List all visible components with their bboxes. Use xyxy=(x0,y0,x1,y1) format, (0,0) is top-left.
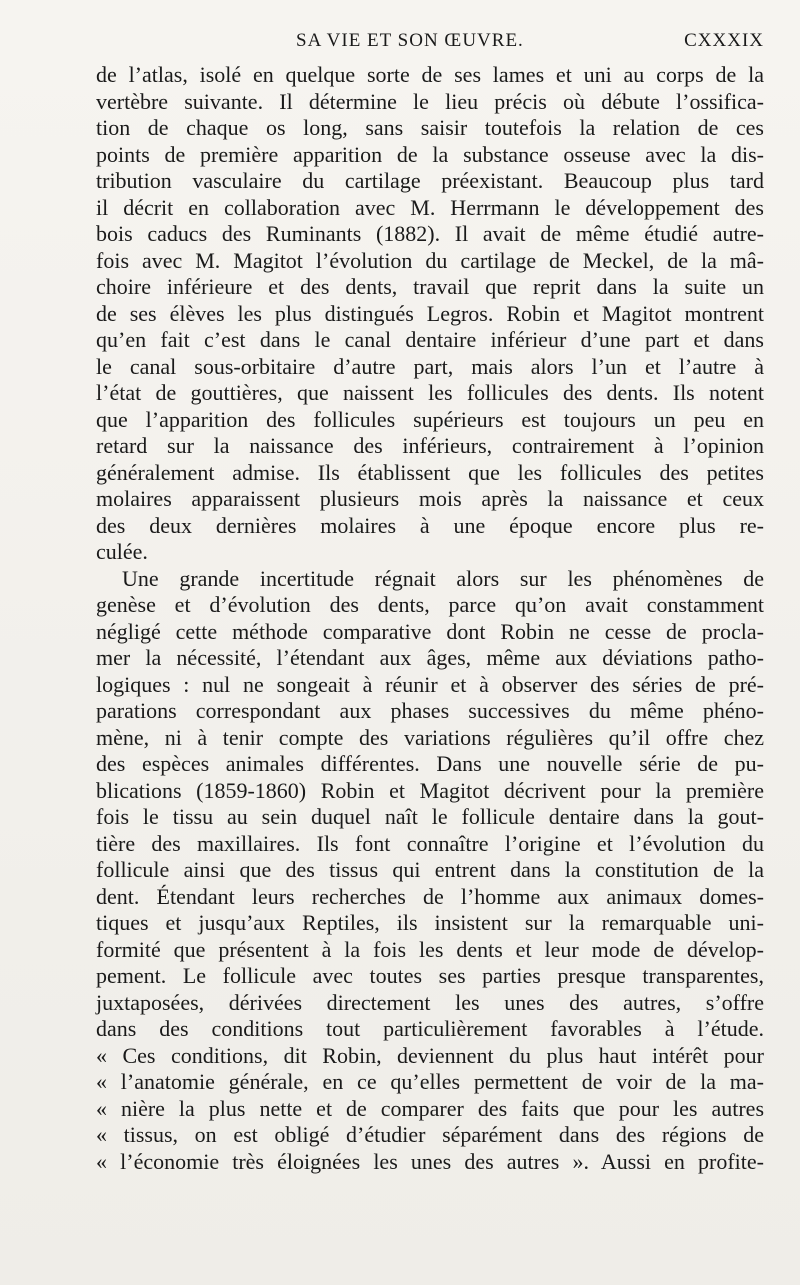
text-line: des espèces animales différentes. Dans une nouvelle série de pu- xyxy=(96,751,764,776)
quote-line: « l’anatomie générale, en ce qu’elles permettent de voir de la ma- xyxy=(96,1069,764,1094)
text-line: choire inférieure et des dents, travail que reprit dans la suite un xyxy=(96,274,764,299)
text-line: genèse et d’évolution des dents, parce qu’on avait constamment xyxy=(96,592,764,617)
text-line: blications (1859-1860) Robin et Magitot décrivent pour la première xyxy=(96,777,764,803)
quote-line: « Ces conditions, dit Robin, deviennent du plus haut intérêt pour xyxy=(96,1042,764,1068)
text-line: que l’apparition des follicules supérieurs est toujours un peu en xyxy=(96,406,764,432)
text-line: qu’en fait c’est dans le canal dentaire inférieur d’une part et dans xyxy=(96,327,764,352)
text-line: tribution vasculaire du cartilage préexistant. Beaucoup plus tard xyxy=(96,168,764,193)
text-line: généralement admise. Ils établissent que les follicules des petites xyxy=(96,459,764,485)
text-line: bois caducs des Ruminants (1882). Il avait de même étudié autre- xyxy=(96,221,764,246)
paragraph-start-line: Une grande incertitude régnait alors sur les phénomènes de xyxy=(122,565,764,591)
text-line: dans des conditions tout particulièrement favorables à l’étude. xyxy=(96,1016,764,1041)
text-line: pement. Le follicule avec toutes ses parties presque transparentes, xyxy=(96,963,764,988)
text-line: vertèbre suivante. Il détermine le lieu précis où débute l’ossifica- xyxy=(96,88,764,114)
text-line: des deux dernières molaires à une époque encore plus re- xyxy=(96,512,764,538)
quote-line: « nière la plus nette et de comparer des faits que pour les autres xyxy=(96,1095,764,1121)
text-line: parations correspondant aux phases successives du même phéno- xyxy=(96,698,764,723)
text-line: mène, ni à tenir compte des variations régulières qu’il offre chez xyxy=(96,724,764,750)
page-header xyxy=(96,30,764,58)
text-line: dent. Étendant leurs recherches de l’homme aux animaux domes- xyxy=(96,883,764,909)
text-line: formité que présentent à la fois les dents et leur mode de dévelop- xyxy=(96,936,764,962)
text-line: l’état de gouttières, que naissent les follicules des dents. Ils notent xyxy=(96,380,764,405)
quote-line: « l’économie très éloignées les unes des autres ». Aussi en profite- xyxy=(96,1148,764,1174)
text-line: logiques : nul ne songeait à réunir et à observer des séries de pré- xyxy=(96,671,764,697)
text-line: follicule ainsi que des tissus qui entrent dans la constitution de la xyxy=(96,857,764,882)
text-line: fois avec M. Magitot l’évolution du cartilage de Meckel, de la mâ- xyxy=(96,247,764,273)
text-line: fois le tissu au sein duquel naît le follicule dentaire dans la gout- xyxy=(96,804,764,829)
quote-line: « tissus, on est obligé d’étudier séparément dans des régions de xyxy=(96,1122,764,1147)
running-title: SA VIE ET SON ŒUVRE. xyxy=(296,30,524,51)
text-line: culée. xyxy=(96,539,148,564)
text-line: tion de chaque os long, sans saisir toutefois la relation de ces xyxy=(96,115,764,140)
body-text xyxy=(96,62,764,1175)
text-line: négligé cette méthode comparative dont Robin ne cesse de procla- xyxy=(96,618,764,644)
text-line: points de première apparition de la substance osseuse avec la dis- xyxy=(96,141,764,167)
page-number: CXXXIX xyxy=(684,30,764,51)
text-line: de ses élèves les plus distingués Legros. Robin et Magitot montrent xyxy=(96,300,764,326)
text-line: tiques et jusqu’aux Reptiles, ils insistent sur la remarquable uni- xyxy=(96,910,764,935)
text-line: il décrit en collaboration avec M. Herrmann le développement des xyxy=(96,194,764,220)
text-line: de l’atlas, isolé en quelque sorte de ses lames et uni au corps de la xyxy=(96,62,764,87)
text-line: mer la nécessité, l’étendant aux âges, même aux déviations patho- xyxy=(96,645,764,670)
text-line: retard sur la naissance des inférieurs, contrairement à l’opinion xyxy=(96,433,764,458)
text-line: juxtaposées, dérivées directement les unes des autres, s’offre xyxy=(96,989,764,1015)
text-line: molaires apparaissent plusieurs mois après la naissance et ceux xyxy=(96,486,764,511)
text-line: le canal sous-orbitaire d’autre part, mais alors l’un et l’autre à xyxy=(96,353,764,379)
text-line: tière des maxillaires. Ils font connaître l’origine et l’évolution du xyxy=(96,830,764,856)
